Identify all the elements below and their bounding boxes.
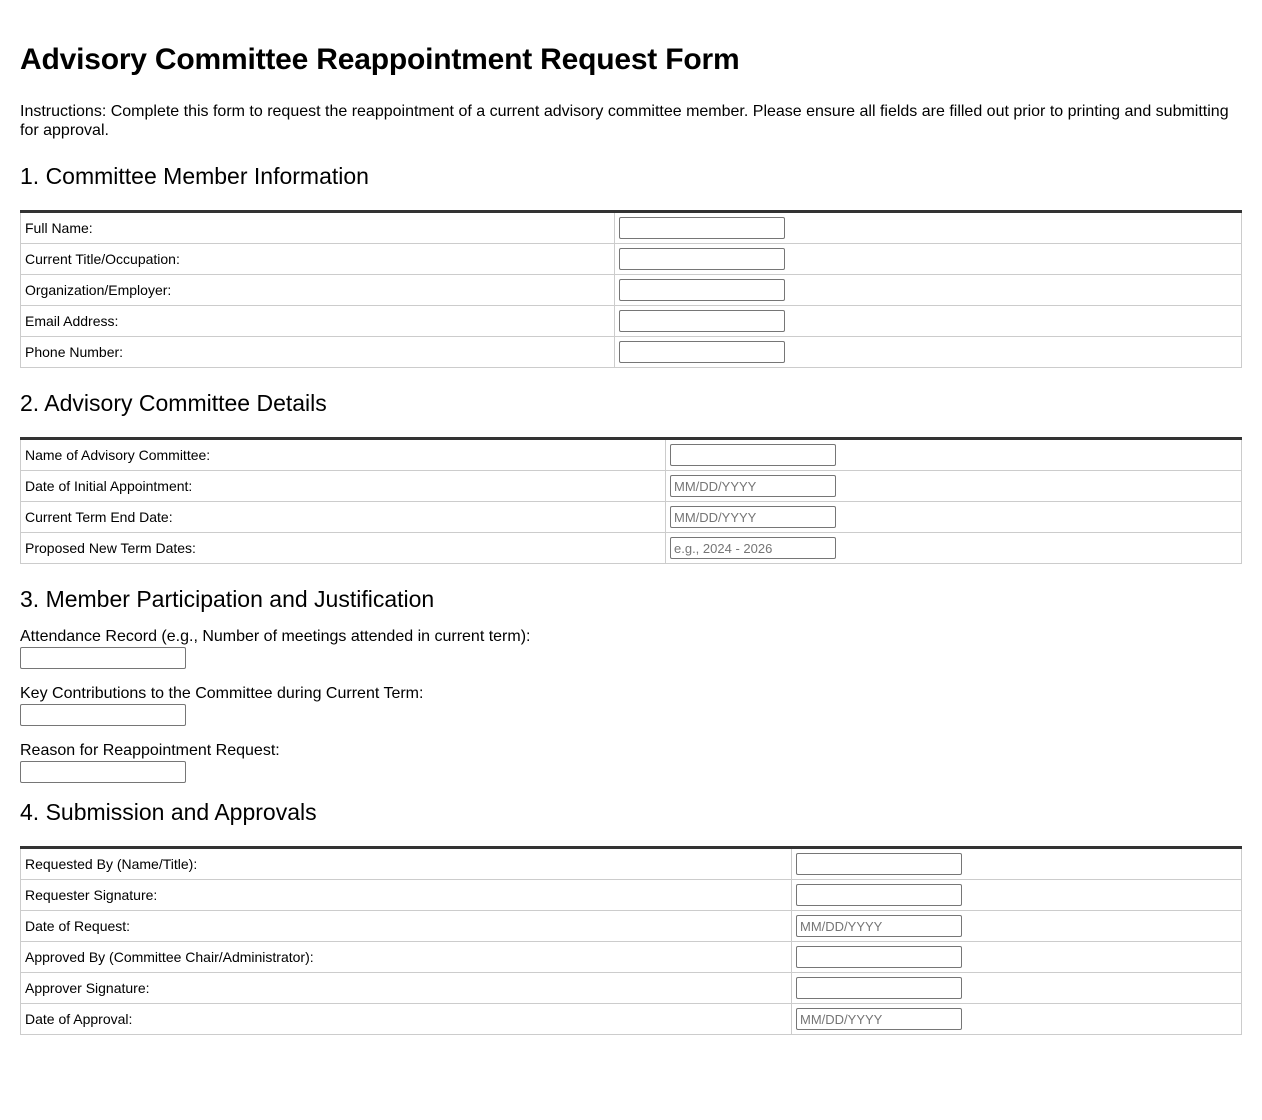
section-heading-participation: 3. Member Participation and Justification	[20, 586, 435, 612]
attendance-input[interactable]	[20, 647, 186, 669]
field-label-current-title: Current Title/Occupation:	[21, 244, 615, 275]
approver-signature-input[interactable]	[796, 977, 962, 999]
table-row	[21, 533, 1242, 564]
field-label-email: Email Address:	[21, 306, 615, 337]
approved-by-input[interactable]	[796, 946, 962, 968]
field-label-full-name: Full Name:	[21, 212, 615, 244]
field-label-reason: Reason for Reappointment Request:	[20, 742, 280, 759]
table-row	[21, 471, 1242, 502]
field-label-requested-by: Requested By (Name/Title):	[21, 848, 792, 880]
contributions-input[interactable]	[20, 704, 186, 726]
field-label-committee-name: Name of Advisory Committee:	[21, 439, 666, 471]
table-row	[21, 942, 1242, 973]
field-label-initial-appointment-date: Date of Initial Appointment:	[21, 471, 666, 502]
request-date-input[interactable]	[796, 915, 962, 937]
committee-details-table	[20, 437, 1242, 564]
full-name-input[interactable]	[619, 217, 785, 239]
field-label-approved-by: Approved By (Committee Chair/Administrator):	[21, 942, 792, 973]
table-row	[21, 973, 1242, 1004]
proposed-term-dates-input[interactable]	[670, 537, 836, 559]
reason-input[interactable]	[20, 761, 186, 783]
table-row	[21, 911, 1242, 942]
section-heading-committee-details: 2. Advisory Committee Details	[20, 390, 327, 416]
field-label-approver-signature: Approver Signature:	[21, 973, 792, 1004]
table-row	[21, 212, 1242, 244]
table-row	[21, 848, 1242, 880]
submission-table	[20, 846, 1242, 1035]
section-heading-member-info: 1. Committee Member Information	[20, 163, 369, 189]
table-row	[21, 337, 1242, 368]
instructions-text: Instructions: Complete this form to request the reappointment of a current advisory committee member. Please ensure all fields are filled out prior to printing and submitting for approval.	[20, 103, 1229, 139]
attendance-field-group	[20, 627, 1242, 669]
initial-appointment-date-input[interactable]	[670, 475, 836, 497]
table-row	[21, 880, 1242, 911]
field-label-approval-date: Date of Approval:	[21, 1004, 792, 1035]
page-title: Advisory Committee Reappointment Request Form	[20, 43, 740, 76]
table-row	[21, 275, 1242, 306]
field-label-attendance: Attendance Record (e.g., Number of meetings attended in current term):	[20, 628, 531, 645]
table-row	[21, 439, 1242, 471]
field-label-proposed-term-dates: Proposed New Term Dates:	[21, 533, 666, 564]
table-row	[21, 1004, 1242, 1035]
table-row	[21, 244, 1242, 275]
contributions-field-group	[20, 684, 1242, 726]
field-label-request-date: Date of Request:	[21, 911, 792, 942]
field-label-phone: Phone Number:	[21, 337, 615, 368]
committee-name-input[interactable]	[670, 444, 836, 466]
organization-input[interactable]	[619, 279, 785, 301]
reason-field-group	[20, 741, 1242, 783]
table-row	[21, 502, 1242, 533]
term-end-date-input[interactable]	[670, 506, 836, 528]
requester-signature-input[interactable]	[796, 884, 962, 906]
email-input[interactable]	[619, 310, 785, 332]
participation-section	[20, 585, 1242, 783]
field-label-contributions: Key Contributions to the Committee during Current Term:	[20, 685, 424, 702]
approval-date-input[interactable]	[796, 1008, 962, 1030]
phone-input[interactable]	[619, 341, 785, 363]
section-heading-submission: 4. Submission and Approvals	[20, 799, 317, 825]
field-label-term-end-date: Current Term End Date:	[21, 502, 666, 533]
current-title-input[interactable]	[619, 248, 785, 270]
member-info-table	[20, 210, 1242, 368]
requested-by-input[interactable]	[796, 853, 962, 875]
field-label-organization: Organization/Employer:	[21, 275, 615, 306]
field-label-requester-signature: Requester Signature:	[21, 880, 792, 911]
table-row	[21, 306, 1242, 337]
